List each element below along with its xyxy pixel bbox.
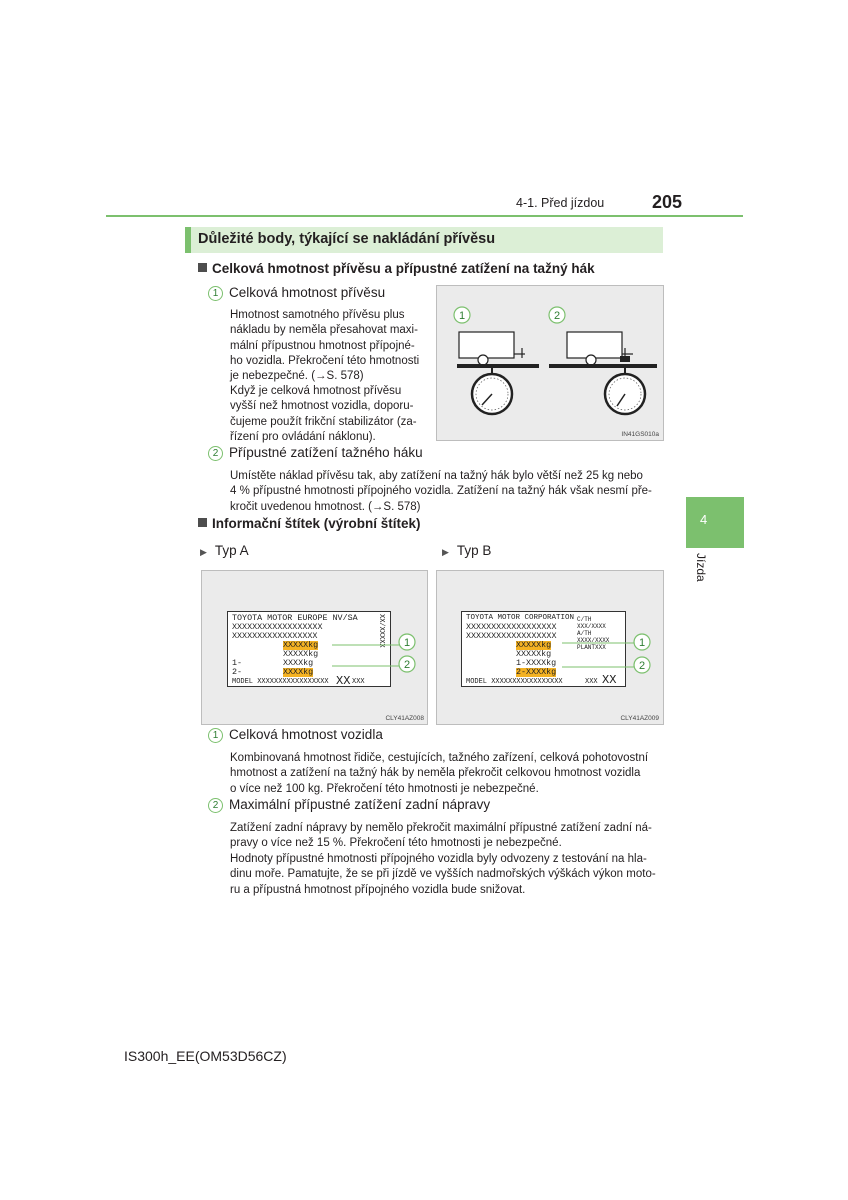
subsection-heading-2-text: Informační štítek (výrobní štítek)	[212, 516, 421, 531]
subsection-heading-1	[198, 261, 595, 276]
text-line: řízení pro ovládání náklonu).	[230, 430, 376, 443]
text-line: nákladu by neměla přesahovat maxi-	[230, 324, 418, 337]
item-heading-text: Celková hmotnost vozidla	[229, 727, 383, 742]
plate-model-tail: XXX	[585, 678, 598, 686]
page-number: 205	[652, 192, 683, 212]
triangle-bullet-icon: ▶	[442, 547, 449, 557]
callout-1-label: 1	[458, 310, 466, 322]
item-heading-text: Přípustné zatížení tažného háku	[229, 445, 423, 460]
callout-number-1: 1	[208, 728, 223, 743]
callout-1-label: 1	[638, 637, 646, 649]
triangle-bullet-icon: ▶	[200, 547, 207, 557]
paragraph-gross-vehicle-weight	[230, 751, 658, 797]
text-line: Hodnoty přípustné hmotnosti přípojného vozidla byly odvozeny z testování na hla-	[230, 853, 647, 865]
plate-callouts-a	[202, 571, 427, 724]
text-line: Kombinovaná hmotnost řidiče, cestujících, tažného zařízení, celková pohotovostní	[230, 752, 649, 764]
type-b-label-text: Typ B	[456, 543, 492, 558]
plate-right-line: A/TH	[577, 630, 592, 637]
item-heading-rear-axle	[208, 797, 490, 813]
plate-line-model: MODEL XXXXXXXXXXXXXXXXX	[466, 678, 563, 686]
plate-line: XXXXXXXXXXXXXXXXXX	[232, 622, 323, 632]
figure-code: CLY41AZ008	[385, 715, 424, 722]
plate-line: XXXXXkg	[283, 649, 319, 659]
callout-number-2: 2	[208, 446, 223, 461]
plate-line: XXXXkg	[283, 658, 314, 668]
text-line: dinu moře. Pamatujte, že se při jízdě ve vyšších nadmořských výškách výkon moto-	[230, 868, 656, 881]
callout-number-1: 1	[208, 286, 223, 301]
type-a-label-text: Typ A	[214, 543, 249, 558]
plate-line: XXXXXXXXXXXXXXXXX	[232, 631, 318, 641]
plate-line: 1-XXXXkg	[516, 658, 557, 668]
plate-model-suffix: XX	[602, 673, 617, 687]
subsection-heading-2	[198, 516, 421, 531]
text-line: Umístěte náklad přívěsu tak, aby zatížení na tažný hák bylo větší než 25 kg nebo	[230, 470, 643, 482]
scale-gauge-icon	[605, 374, 645, 414]
scale-gauge-icon	[472, 374, 512, 414]
figure-code: CLY41AZ009	[620, 715, 659, 722]
item-heading-tongue-load	[208, 445, 423, 461]
ground-bar	[457, 364, 539, 368]
chapter-tab	[686, 497, 744, 548]
callout-2-label: 2	[403, 659, 411, 671]
plate-line: TOYOTA MOTOR CORPORATION	[466, 614, 575, 622]
text-line: čujeme použít frikční stabilizátor (za-	[230, 415, 417, 428]
plate-right-line: XXX/XXXX	[577, 623, 606, 630]
plate-right-line: XXXX/XXXX	[577, 637, 610, 644]
item-heading-trailer-weight	[208, 285, 385, 301]
text-line: Když je celková hmotnost přívěsu	[230, 385, 402, 397]
text-line: ho vozidla. Překročení této hmotnosti	[230, 354, 420, 367]
plate-model-suffix: XX	[336, 674, 351, 688]
item-heading-text: Maximální přípustné zatížení zadní nápravy	[229, 797, 491, 812]
callout-2-label: 2	[638, 660, 646, 672]
text-line: o více než 100 kg. Překročení této hmotnosti je nebezpečné.	[230, 782, 539, 795]
plate-right-line: C/TH	[577, 616, 592, 623]
plate-side-text: XX/XXXXX	[377, 614, 385, 648]
paragraph-rear-axle-2	[230, 852, 658, 898]
plate-line: XXXXXXXXXXXXXXXXXX	[466, 631, 557, 641]
text-line: Hmotnost samotného přívěsu plus	[230, 309, 405, 321]
header-divider	[106, 215, 743, 217]
text-line: ru a přípustná hmotnost přípojného vozidla bude snižovat.	[230, 883, 526, 896]
subsection-heading-1-text: Celková hmotnost přívěsu a přípustné zatížení na tažný hák	[212, 261, 595, 276]
section-title: Důležité body, týkající se nakládání přívěsu	[198, 231, 496, 247]
text-line: kročit uvedenou hmotnost. (→S. 578)	[230, 500, 421, 513]
ground-bar	[549, 364, 657, 368]
footer-code: IS300h_EE(OM53D56CZ)	[124, 1048, 287, 1064]
plate-row-label: 1-	[232, 658, 243, 668]
paragraph-trailer-weight-2	[230, 384, 424, 445]
figure-plate-type-b	[436, 570, 664, 725]
trailer-icon	[459, 332, 525, 365]
square-bullet-icon	[198, 263, 207, 272]
plate-callouts-b	[437, 571, 663, 724]
type-b-label	[442, 543, 491, 558]
text-line: pravy o více než 15 %. Překročení této hmotnosti je nebezpečné.	[230, 837, 562, 850]
type-a-label	[200, 543, 249, 558]
plate-model-tail: XXX	[352, 678, 365, 686]
trailer-scale-illustration	[437, 286, 663, 440]
plate-line-rear-axle: XXXXkg	[283, 667, 314, 677]
plate-line-model: MODEL XXXXXXXXXXXXXXXXX	[232, 678, 329, 686]
plate-line: XXXXXXXXXXXXXXXXXX	[466, 622, 557, 632]
text-line: hmotnost a zatížení na tažný hák by neměla překročit celkovou hmotnost vozidla	[230, 767, 641, 780]
header-section: 4-1. Před jízdou	[516, 196, 605, 210]
figure-plate-type-a	[201, 570, 428, 725]
text-line: vyšší než hmotnost vozidla, doporu-	[230, 400, 414, 413]
plate-line-gross-weight: XXXXXkg	[283, 640, 319, 650]
paragraph-trailer-weight-1	[230, 308, 424, 384]
plate-line-gross-weight: XXXXXkg	[516, 640, 552, 650]
text-line: 4 % přípustné hmotnosti přípojného vozidla. Zatížení na tažný hák však nesmí pře-	[230, 485, 652, 498]
chapter-tab-number: 4	[700, 512, 708, 527]
paragraph-rear-axle-1	[230, 821, 658, 852]
figure-trailer-weight	[436, 285, 664, 441]
plate-line-rear-axle: 2-XXXXkg	[516, 667, 557, 677]
paragraph-tongue-load	[230, 469, 658, 515]
text-line: mální přípustnou hmotnost přípojné-	[230, 339, 415, 352]
callout-number-2: 2	[208, 798, 223, 813]
plate-row-label: 2-	[232, 667, 243, 677]
text-line: je nebezpečné. (→S. 578)	[230, 370, 364, 383]
chapter-tab-label: Jízda	[694, 553, 708, 582]
plate-line: TOYOTA MOTOR EUROPE NV/SA	[232, 613, 358, 623]
square-bullet-icon	[198, 518, 207, 527]
item-heading-text: Celková hmotnost přívěsu	[229, 285, 386, 300]
plate-right-line: PLANTXXX	[577, 644, 606, 651]
item-heading-gross-vehicle-weight	[208, 727, 383, 743]
callout-2-label: 2	[553, 310, 561, 322]
plate-line: XXXXXkg	[516, 649, 552, 659]
text-line: Zatížení zadní nápravy by nemělo překročit maximální přípustné zatížení zadní ná-	[230, 822, 652, 834]
figure-code: IN41GS010a	[621, 431, 659, 438]
callout-1-label: 1	[403, 637, 411, 649]
